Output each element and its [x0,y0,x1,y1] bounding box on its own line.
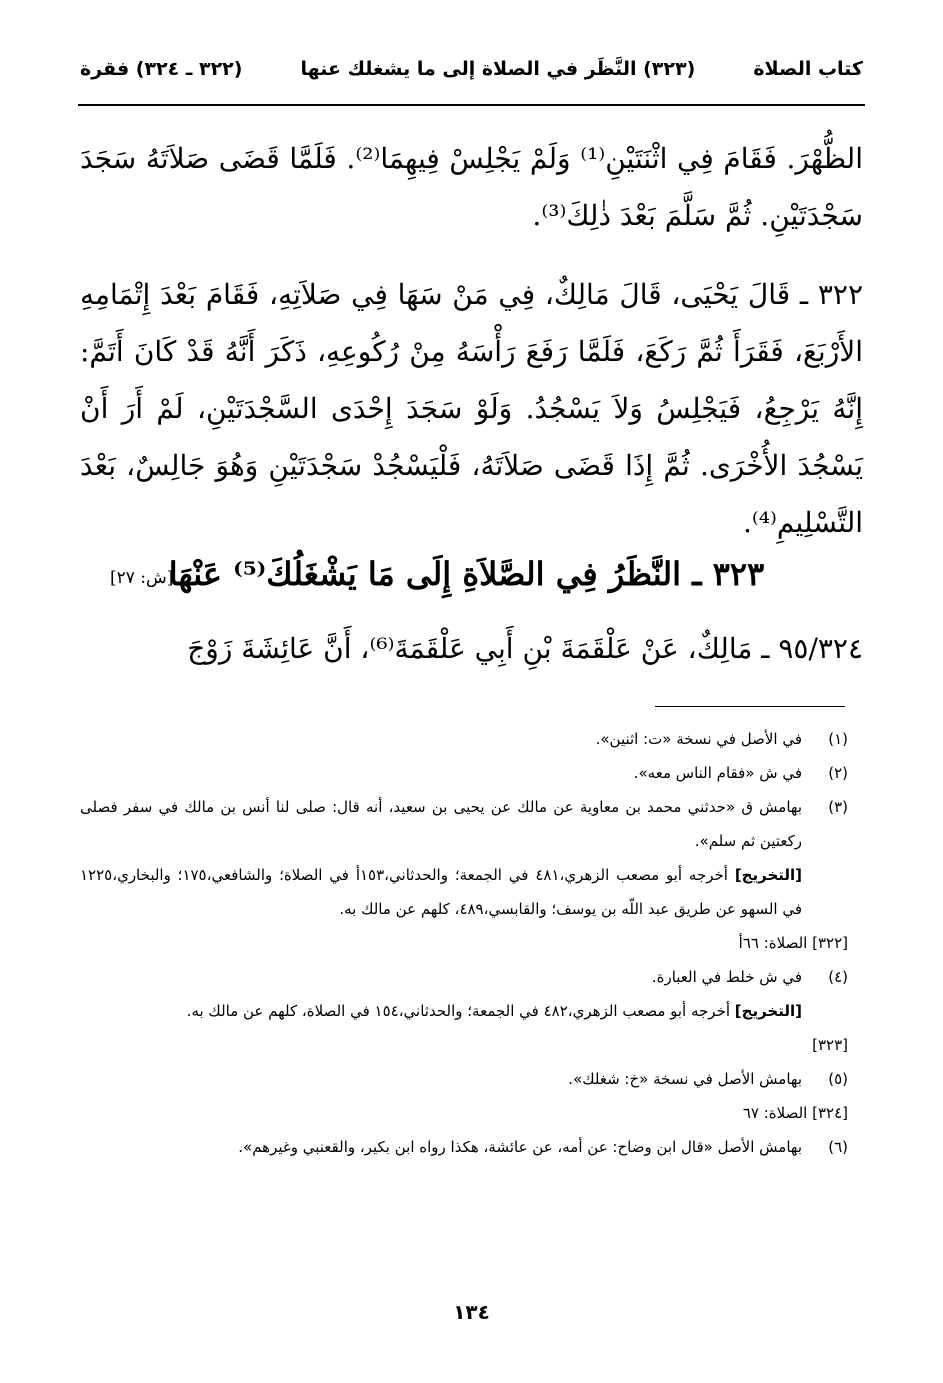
paragraph-continuation: الظُّهْرَ. فَقَامَ فِي اثْنَتَيْنِ⁽¹⁾ وَلَمْ يَجْلِسْ فِيهِمَا⁽²⁾. فَلَمَّا قَضَى صَلاَتَهُ سَجَدَ سَجْدَتَيْنِ. ثُمَّ سَلَّمَ بَعْدَ ذٰلِكَ⁽³⁾. [80,142,863,232]
footnote-marker: (٢) [828,764,848,782]
footnote-3 [80,790,848,858]
takhrij-4 [80,994,848,1028]
header-rule [78,104,865,106]
footnote-rule [655,706,845,707]
footnote-text: بهامش الأصل «قال ابن وضاح: عن أمه، عن عائشة، هكذا رواه ابن بكير، والقعنبي وغيرهم». [238,1138,802,1156]
footnote-marker: (٦) [828,1138,848,1156]
ref-322: [٣٢٢] الصلاة: ٦٦أ [738,934,848,952]
takhrij-label: [التخريج] [734,866,803,884]
ref-323: [٣٢٣] [812,1036,848,1054]
page-number: ١٣٤ [453,1300,490,1324]
takhrij-text: أخرجه أبو مصعب الزهري،٤٨٢ في الجمعة؛ والحدثاني،١٥٤ في الصلاة، كلهم عن مالك به. [186,1002,731,1020]
book-title: كتاب الصلاة [753,58,863,80]
chapter-reference: [ش: ٢٧] [110,568,174,588]
footnote-text: بهامش ق «حدثني محمد بن معاوية عن مالك عن يحيى بن سعيد، أنه قال: صلى لنا أنس بن مالك في سفر فصلى ركعتين ثم سلم». [80,798,802,850]
footnote-marker: (٥) [828,1070,848,1088]
footnote-6 [80,1130,848,1164]
footnote-marker: (٤) [828,968,848,986]
footnote-text: في ش خلط في العبارة. [651,968,802,986]
footnote-4 [80,960,848,994]
footnote-marker: (٣) [828,798,848,816]
takhrij-3 [80,858,848,926]
footnotes [80,722,848,1164]
footnote-2 [80,756,848,790]
footnote-1 [80,722,848,756]
footnote-5 [80,1062,848,1096]
paragraph-range: (٣٢٢ ـ ٣٢٤) فقرة [80,58,243,80]
footnote-text: في الأصل في نسخة «ت: اثنين». [595,730,802,748]
takhrij-text: أخرجه أبو مصعب الزهري،٤٨١ في الجمعة؛ والحدثاني،١٥٣أ في الصلاة؛ والشافعي،١٧٥؛ والبخاري،١٢٢٥ في السهو عن طريق عبد اللّه بن يوسف؛ والقابسي،٤٨٩، كلهم عن مالك به. [80,866,802,918]
footnote-text: بهامش الأصل في نسخة «خ: شغلك». [568,1070,802,1088]
footnote-marker: (١) [828,730,848,748]
takhrij-label: [التخريج] [734,1002,802,1020]
chapter-heading: ٣٢٣ ـ النَّظَرُ فِي الصَّلاَةِ إِلَى مَا يَشْغَلُكَ⁽⁵⁾ عَنْهَا [168,555,765,593]
main-text [80,130,863,551]
footnote-text: في ش «فقام الناس معه». [633,764,802,782]
running-header [80,58,863,80]
hadith-324-start: ٩٥/٣٢٤ ـ مَالِكٌ، عَنْ عَلْقَمَةَ بْنِ أَبِي عَلْقَمَةَ⁽⁶⁾، أَنَّ عَائِشَةَ زَوْجَ [187,632,863,665]
ref-324: [٣٢٤] الصلاة: ٦٧ [742,1104,848,1122]
paragraph-322: ٣٢٢ ـ قَالَ يَحْيَى، قَالَ مَالِكٌ، فِي مَنْ سَهَا فِي صَلاَتِهِ، فَقَامَ بَعْدَ إِتْمَامِهِ الأَرْبَعَ، فَقَرَأَ ثُمَّ رَكَعَ، فَلَمَّا رَفَعَ رَأْسَهُ مِنْ رُكُوعِهِ، ذَكَرَ أَنَّهُ قَدْ كَانَ أَتَمَّ: إِنَّهُ يَرْجِعُ، فَيَجْلِسُ وَلاَ يَسْجُدُ. وَلَوْ سَجَدَ إِحْدَى السَّجْدَتَيْنِ، لَمْ أَرَ أَنْ يَسْجُدَ الأُخْرَى. ثُمَّ إِذَا قَضَى صَلاَتَهُ، فَلْيَسْجُدْ سَجْدَتَيْنِ وَهُوَ جَالِسٌ، بَعْدَ التَّسْلِيمِ⁽⁴⁾. [80,278,863,539]
chapter-title-header: (٣٢٣) النَّظَر في الصلاة إلى ما يشغلك عنها [300,58,696,80]
